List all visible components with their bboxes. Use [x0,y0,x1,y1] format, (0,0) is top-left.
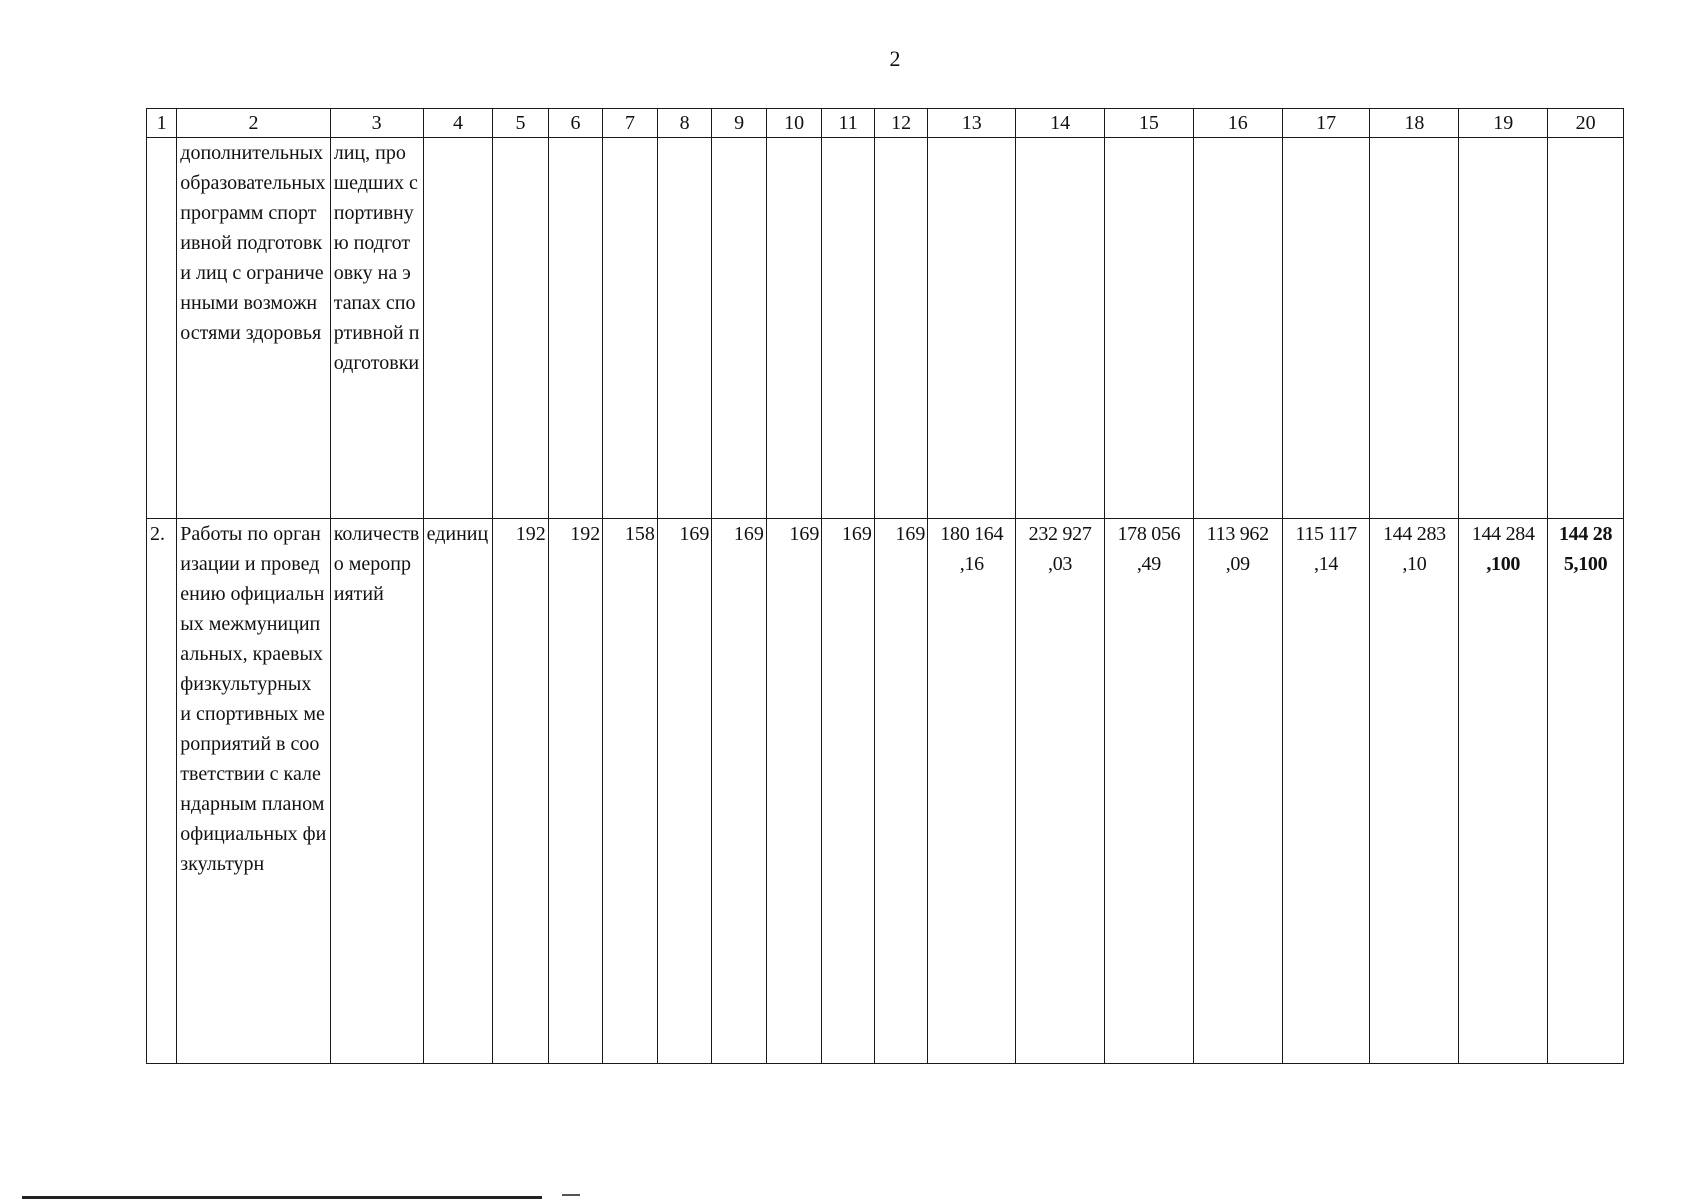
cost-cell [1548,138,1624,519]
cost-integer: 113 962 [1206,523,1269,545]
cost-cell [1193,138,1282,519]
cost-integer: 115 117 [1295,523,1357,545]
cost-integer: 178 056 [1117,523,1181,545]
unit-cell: единиц [423,519,493,1064]
cost-fraction: ,10 [1402,553,1427,575]
cost-cell [928,519,1016,1064]
cost-integer: 144 28 [1558,523,1613,545]
column-number-cell: 4 [423,109,493,138]
column-number-cell: 13 [928,109,1016,138]
cost-cell [1016,138,1105,519]
cost-cell [1459,138,1548,519]
cost-cell [1370,519,1459,1064]
cost-cell [1105,138,1194,519]
value-cell: 169 [766,519,822,1064]
column-number-cell: 1 [147,109,177,138]
page-number: 2 [889,46,901,71]
value-cell [712,138,767,519]
value-cell: 169 [874,519,928,1064]
value-cell [766,138,822,519]
service-name-cell: дополнительных образовательных программ спортивной подготовки лиц с ограниченными возможностями здоровья [177,138,330,519]
cost-cell [1193,519,1282,1064]
column-number-cell: 9 [712,109,767,138]
cost-cell [1282,519,1370,1064]
value-cell: 192 [493,519,549,1064]
cost-integer: 180 164 [940,523,1004,545]
table-row [147,519,1624,1064]
cost-fraction: ,100 [1486,553,1521,575]
row-number-cell [147,138,177,519]
data-table [146,108,1624,1064]
row-number-cell: 2. [147,519,177,1064]
cost-integer: 232 927 [1028,523,1092,545]
cost-fraction: ,14 [1314,553,1339,575]
column-number-cell: 16 [1193,109,1282,138]
table-row [147,138,1624,519]
cost-fraction: ,03 [1048,553,1073,575]
column-number-cell: 17 [1282,109,1370,138]
cost-cell [1105,519,1194,1064]
cost-cell [1016,519,1105,1064]
value-cell: 192 [548,519,603,1064]
cost-fraction: ,49 [1136,553,1161,575]
value-cell [548,138,603,519]
cost-fraction: ,09 [1225,553,1250,575]
cost-fraction: ,16 [959,553,984,575]
value-cell [874,138,928,519]
value-cell: 158 [603,519,658,1064]
column-number-cell: 19 [1459,109,1548,138]
column-number-cell: 2 [177,109,330,138]
cost-integer: 144 283 [1382,523,1446,545]
column-number-cell: 15 [1105,109,1194,138]
column-number-row [147,109,1624,138]
column-number-cell: 10 [766,109,822,138]
cost-cell [1282,138,1370,519]
cost-cell [1548,519,1624,1064]
value-cell [822,138,874,519]
value-cell [657,138,712,519]
unit-cell [423,138,493,519]
cost-cell [1370,138,1459,519]
cost-cell [1459,519,1548,1064]
column-number-cell: 12 [874,109,928,138]
value-cell: 169 [657,519,712,1064]
footer-rule [22,1196,542,1199]
column-number-cell: 6 [548,109,603,138]
value-cell: 169 [712,519,767,1064]
column-number-cell: 8 [657,109,712,138]
cost-fraction: 5,100 [1563,553,1608,575]
column-number-cell: 3 [330,109,423,138]
column-number-cell: 20 [1548,109,1624,138]
footer-mark [562,1194,580,1196]
value-cell [493,138,549,519]
column-number-cell: 11 [822,109,874,138]
indicator-name-cell: лиц, прошедших спортивную подготовку на этапах спортивной подготовки [330,138,423,519]
column-number-cell: 18 [1370,109,1459,138]
column-number-cell: 5 [493,109,549,138]
service-name-cell: Работы по организации и проведению официальных межмуниципальных, краевых физкультурных и спортивных мероприятий в соответствии с календарным планом официальных физкультурн [177,519,330,1064]
column-number-cell: 7 [603,109,658,138]
value-cell: 169 [822,519,874,1064]
column-number-cell: 14 [1016,109,1105,138]
indicator-name-cell: количество мероприятий [330,519,423,1064]
cost-integer: 144 284 [1471,523,1535,545]
cost-cell [928,138,1016,519]
value-cell [603,138,658,519]
